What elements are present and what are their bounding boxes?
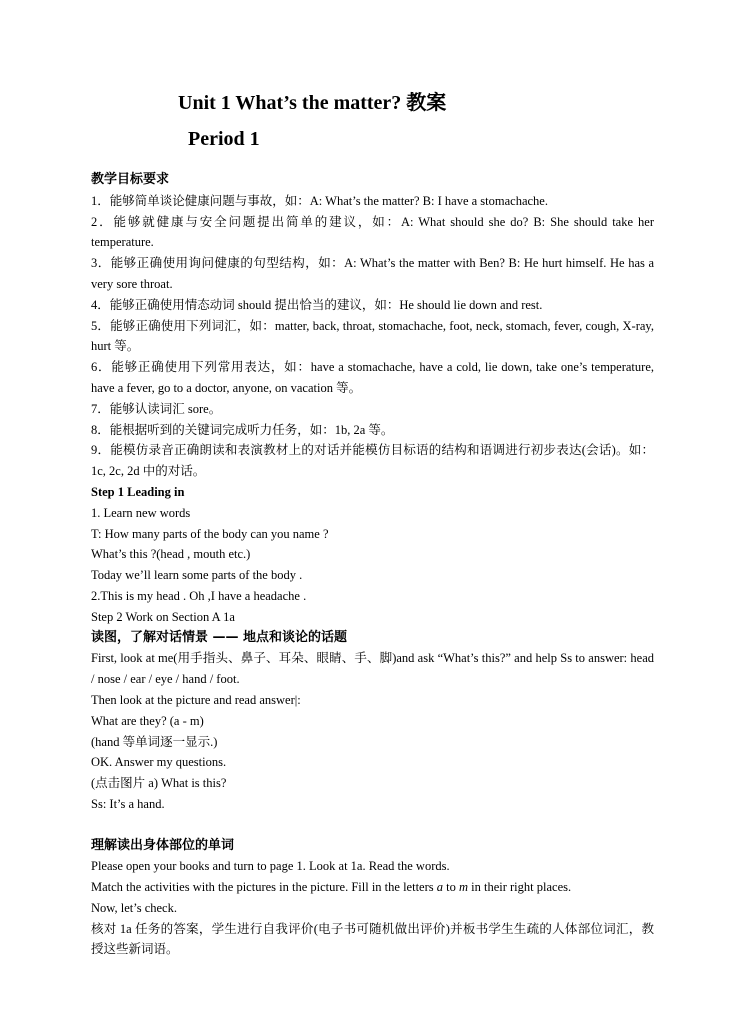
spacer [91, 815, 654, 836]
step1-heading: Step 1 Leading in [91, 484, 185, 499]
document-title: Unit 1 What’s the matter? 教案 [178, 92, 447, 114]
step1-line: Today we’ll learn some parts of the body . [91, 568, 303, 583]
step1-line: What’s this ?(head , mouth etc.) [91, 547, 251, 562]
section3-line: 核对 1a 任务的答案，学生进行自我评价(电子书可随机做出评价)并板书学生生疏的人体部位词汇，教授这些新词语。 [91, 921, 654, 957]
objectives-heading: 教学目标要求 [91, 172, 170, 187]
step2-line: What are they? (a - m) [91, 713, 204, 728]
step2-heading: Step 2 Work on Section A 1a [91, 609, 235, 624]
step2-subheading: 读图，了解对话情景 —— 地点和谈论的话题 [91, 629, 348, 645]
step2-line: (点击图片 a) What is this? [91, 776, 227, 791]
objective-item: 3．能够正确使用询问健康的句型结构，如：A: What’s the matter with Ben? B: He hurt himself. He has a very sore throat. [91, 256, 654, 291]
match-instruction-mid: to [443, 880, 459, 895]
objective-item: 6．能够正确使用下列常用表达，如：have a stomachache, have a cold, lie down, take one’s temperature, have a fever, go to a doctor, anyone, on vacation 等。 [91, 360, 654, 395]
section3-line [91, 877, 654, 898]
step1-line: 2.This is my head . Oh ,I have a headache . [91, 588, 307, 603]
step1-line: T: How many parts of the body can you name ? [91, 526, 329, 541]
step1-line: 1. Learn new words [91, 505, 191, 520]
step2-line: (hand 等单词逐一显示.) [91, 734, 218, 749]
period-title: Period 1 [188, 128, 260, 150]
step2-line: First, look at me(用手指头、鼻子、耳朵、眼睛、手、脚)and ask “What’s this?” and help Ss to answer: head / nose / ear / eye / hand / foot. [91, 651, 654, 687]
section3-line: Now, let’s check. [91, 900, 177, 915]
section3-heading: 理解读出身体部位的单词 [91, 837, 235, 853]
objective-item: 2．能够就健康与安全问题提出简单的建议，如：A: What should she do? B: She should take her temperature. [91, 214, 654, 250]
step2-line: OK. Answer my questions. [91, 755, 227, 770]
objective-item: 5．能够正确使用下列词汇，如：matter, back, throat, stomachache, foot, neck, stomach, fever, cough, X-ray, hurt 等。 [91, 318, 654, 354]
section3-line: Please open your books and turn to page 1. Look at 1a. Read the words. [91, 859, 450, 874]
objective-item: 9．能模仿录音正确朗读和表演教材上的对话并能模仿目标语的结构和语调进行初步表达(会话)。如：1c, 2c, 2d 中的对话。 [91, 443, 654, 479]
match-instruction-post: in their right places. [468, 880, 572, 895]
document-body [91, 170, 654, 960]
letter-a: a [436, 880, 443, 895]
objective-item: 7．能够认读词汇 sore。 [91, 401, 222, 416]
objective-item: 1．能够简单谈论健康问题与事故，如：A: What’s the matter? B: I have a stomachache. [91, 193, 548, 208]
step2-line: Then look at the picture and read answer|: [91, 692, 301, 707]
match-instruction-pre: Match the activities with the pictures in the picture. Fill in the letters [91, 880, 437, 895]
letter-m: m [458, 880, 469, 895]
step2-line: Ss: It’s a hand. [91, 796, 165, 811]
objective-item: 8．能根据听到的关键词完成听力任务，如：1b, 2a 等。 [91, 422, 394, 437]
objective-item: 4．能够正确使用情态动词 should 提出恰当的建议，如：He should lie down and rest. [91, 297, 543, 312]
